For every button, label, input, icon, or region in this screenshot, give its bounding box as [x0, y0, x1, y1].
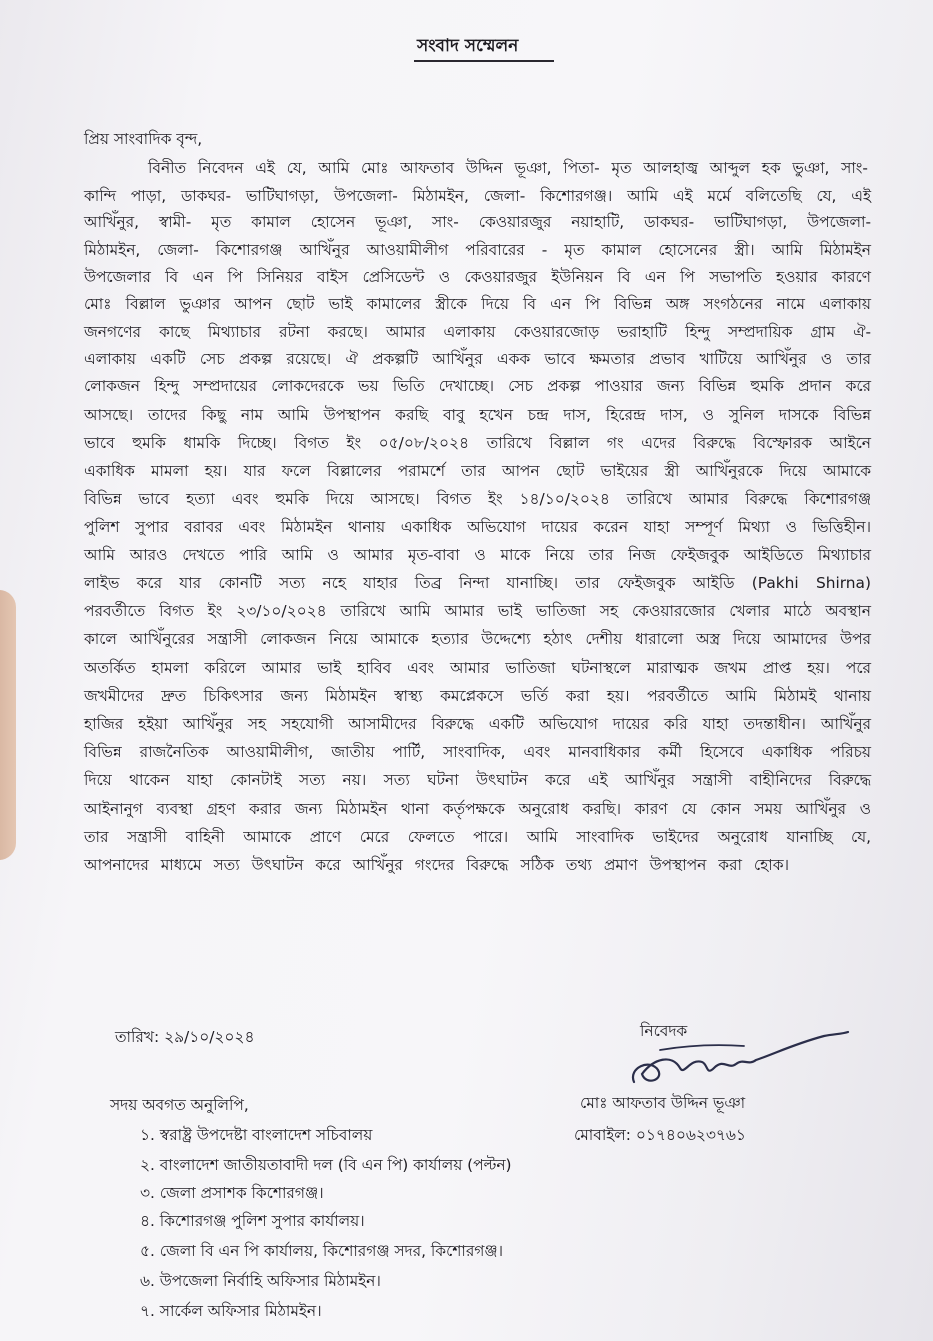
body-line: আইনানুগ ব্যবস্থা গ্রহণ করার জন্য মিঠামইন থানা কর্তৃপক্ষকে অনুরোধ করছি। কারণ যে কোন সময় আখিঁনুর ও: [84, 800, 871, 818]
body-line: পরবর্তীতে বিগত ইং ২৩/১০/২০২৪ তারিখে আমি আমার ভাই ভাতিজা সহ কেওয়ারজোর খেলার মাঠে অবস্থান: [84, 602, 871, 620]
body-line: আপনাদের মাধ্যমে সত্য উৎঘাটন করে আখিঁনুর গংদের বিরুদ্ধে সঠিক তথ্য প্রমাণ উপস্থাপন করা হোক।: [84, 856, 789, 874]
page-title: সংবাদ সম্মেলন: [417, 36, 519, 56]
body-line: উপজেলার বি এন পি সিনিয়র বাইস প্রেসিডেন্ট ও কেওয়ারজুর ইউনিয়ন বি এন পি সভাপতি হওয়ার কারণে: [84, 268, 871, 286]
body-line: জনগণের কাছে মিথ্যাচার রটনা করছে। আমার এলাকায় কেওয়ারজোড় ভরাহাটি হিন্দু সম্প্রদায়িক গ্রাম ঐ-: [84, 323, 871, 341]
body-line: দিয়ে থাকেন যাহা কোনটাই সত্য নয়। সত্য ঘটনা উৎঘাটন করে এই আখিঁনুর সন্ত্রাসী বাহীনিদের বিরুদ্ধে: [84, 771, 871, 789]
body-line: এলাকায় একটি সেচ প্রকল্প রয়েছে। ঐ প্রকল্পটি আখিঁনুর একক ভাবে ক্ষমতার প্রভাব খাটিয়ে আখিঁনুর ও তার: [84, 350, 871, 368]
body-line: বিনীত নিবেদন এই যে, আমি মোঃ আফতাব উদ্দিন ভূঞা, পিতা- মৃত আলহাজ্ব আব্দুল হক ভুঞা, সাং-: [148, 159, 868, 177]
body-line: বিভিন্ন ভাবে হত্যা এবং হুমকি দিয়ে আসছে। বিগত ইং ১৪/১০/২০২৪ তারিখে আমার বিরুদ্ধে কিশোরগঞ্জ: [84, 490, 871, 508]
cc-item: ৪. কিশোরগঞ্জ পুলিশ সুপার কার্যালয়।: [140, 1212, 365, 1230]
body-line: লোকজন হিন্দু সম্প্রদায়ের লোকদেরকে ভয় ভিতি দেখাচ্ছে। সেচ প্রকল্প পাওয়ার জন্য বিভিন্ন হুমকি প্রদান করে: [84, 377, 871, 395]
cc-item: ৫. জেলা বি এন পি কার্যালয়, কিশোরগঞ্জ সদর, কিশোরগঞ্জ।: [140, 1242, 504, 1260]
body-line: বিভিন্ন রাজনৈতিক আওয়ামীলীগ, জাতীয় পার্টি, সাংবাদিক, এবং মানবাধিকার কর্মী হিসেবে একাধিক পরিচয়: [84, 743, 871, 761]
date-line: তারিখ: ২৯/১০/২০২৪: [115, 1028, 255, 1046]
body-line: পুলিশ সুপার বরাবর এবং মিঠামইন থানায় একাধিক অভিযোগ দায়ের করেন যাহা সম্পূর্ণ মিথ্যা ও ভিত্তিহীন।: [84, 518, 871, 536]
cc-item: ১. স্বরাষ্ট্র উপদেষ্টা বাংলাদেশ সচিবালয়: [140, 1126, 373, 1144]
salutation: প্রিয় সাংবাদিক বৃন্দ,: [84, 130, 203, 148]
body-line: মোঃ বিল্লাল ভুঞার আপন ছোট ভাই কামালের স্ত্রীকে দিয়ে বি এন পি বিভিন্ন অঙ্গ সংগঠনের নামে এলাকায়: [84, 295, 871, 313]
body-line: আমি আরও দেখতে পারি আমি ও আমার মৃত-বাবা ও মাকে নিয়ে তার নিজ ফেইজবুক আইডিতে মিথ্যাচার: [84, 546, 871, 564]
body-line: লাইভ করে যার কোনটি সত্য নহে যাহার তিব্র নিন্দা যানাচ্ছি। তার ফেইজবুক আইডি (Pakhi Shirna): [84, 574, 871, 592]
signatory-name: মোঃ আফতাব উদ্দিন ভূঞা: [580, 1094, 746, 1112]
title-underline: [414, 60, 554, 62]
cc-item: ৭. সার্কেল অফিসার মিঠামইন।: [140, 1302, 322, 1320]
body-line: আখিঁনুর, স্বামী- মৃত কামাল হোসেন ভূঞা, সাং- কেওয়ারজুর নয়াহাটি, ডাকঘর- ভাটিঘাগড়া, উপজেলা-: [84, 213, 871, 231]
body-line: একাধিক মামলা হয়। যার ফলে বিল্লালের পরামর্শে তার আপন ছোট ভাইয়ের স্ত্রী আখিঁনুরকে দিয়ে আমাকে: [84, 462, 871, 480]
body-line: তার সন্ত্রাসী বাহিনী আমাকে প্রাণে মেরে ফেলতে পারে। আমি সাংবাদিক ভাইদের অনুরোধ যানাচ্ছি যে,: [84, 828, 871, 846]
body-line: কালে আখিঁনুরের সন্ত্রাসী লোকজন নিয়ে আমাকে হত্যার উদ্দেশ্যে হঠাৎ দেশীয় ধারালো অস্ত্র দিয়ে আমাদের উপর: [84, 630, 871, 648]
body-line: জখমীদের দ্রুত চিকিৎসার জন্য মিঠামইন স্বাস্থ্য কমপ্লেকসে ভর্তি করা হয়। পরবর্তীতে আমি মিঠামই থানায়: [84, 687, 871, 705]
body-line: আসছে। তাদের কিছু নাম আমি উপস্থাপন করছি বাবু হখেন চন্দ্র দাস, হিরেন্দ্র দাস, ও সুনিল দাসকে বিভিন্ন: [84, 406, 871, 424]
body-line: মিঠামইন, জেলা- কিশোরগঞ্জ আখিঁনুর আওয়ামীলীগ পরিবারের - মৃত কামাল হোসেনের স্ত্রী। আমি মিঠামইন: [84, 241, 871, 259]
signatory-mobile: মোবাইল: ০১৭৪০৬২৩৭৬১: [574, 1126, 746, 1144]
body-line: কান্দি পাড়া, ডাকঘর- ভাটিঘাগড়া, উপজেলা- মিঠামইন, জেলা- কিশোরগঞ্জ। আমি এই মর্মে বলিতেছি যে, এই: [84, 187, 871, 205]
signature-image: [624, 1028, 854, 1092]
signatory-label: নিবেদক: [640, 1022, 688, 1040]
body-line: হাজির হইয়া আখিঁনুর সহ সহযোগী আসামীদের বিরুদ্ধে একটি অভিযোগ দায়ের করি যাহা তদন্তাধীন। আখিঁনুর: [84, 715, 871, 733]
body-line: অতর্কিত হামলা করিলে আমার ভাই হাবিব এবং আমার ভাতিজা ঘটনাস্থলে মারাত্মক জখম প্রাপ্ত হয়। পরে: [84, 659, 871, 677]
cc-item: ৬. উপজেলা নির্বাহি অফিসার মিঠামইন।: [140, 1272, 381, 1290]
cc-item: ২. বাংলাদেশ জাতীয়তাবাদী দল (বি এন পি) কার্যালয় (পল্টন): [140, 1156, 512, 1174]
cc-item: ৩. জেলা প্রসাশক কিশোরগঞ্জ।: [140, 1184, 324, 1202]
body-line: ভাবে হুমকি ধামকি দিচ্ছে। বিগত ইং ০৫/০৮/২০২৪ তারিখে বিল্লাল গং এদের বিরুদ্ধে বিস্ফোরক আইনে: [84, 434, 871, 452]
thumb-shadow: [0, 590, 16, 860]
cc-heading: সদয় অবগত অনুলিপি,: [110, 1096, 249, 1114]
